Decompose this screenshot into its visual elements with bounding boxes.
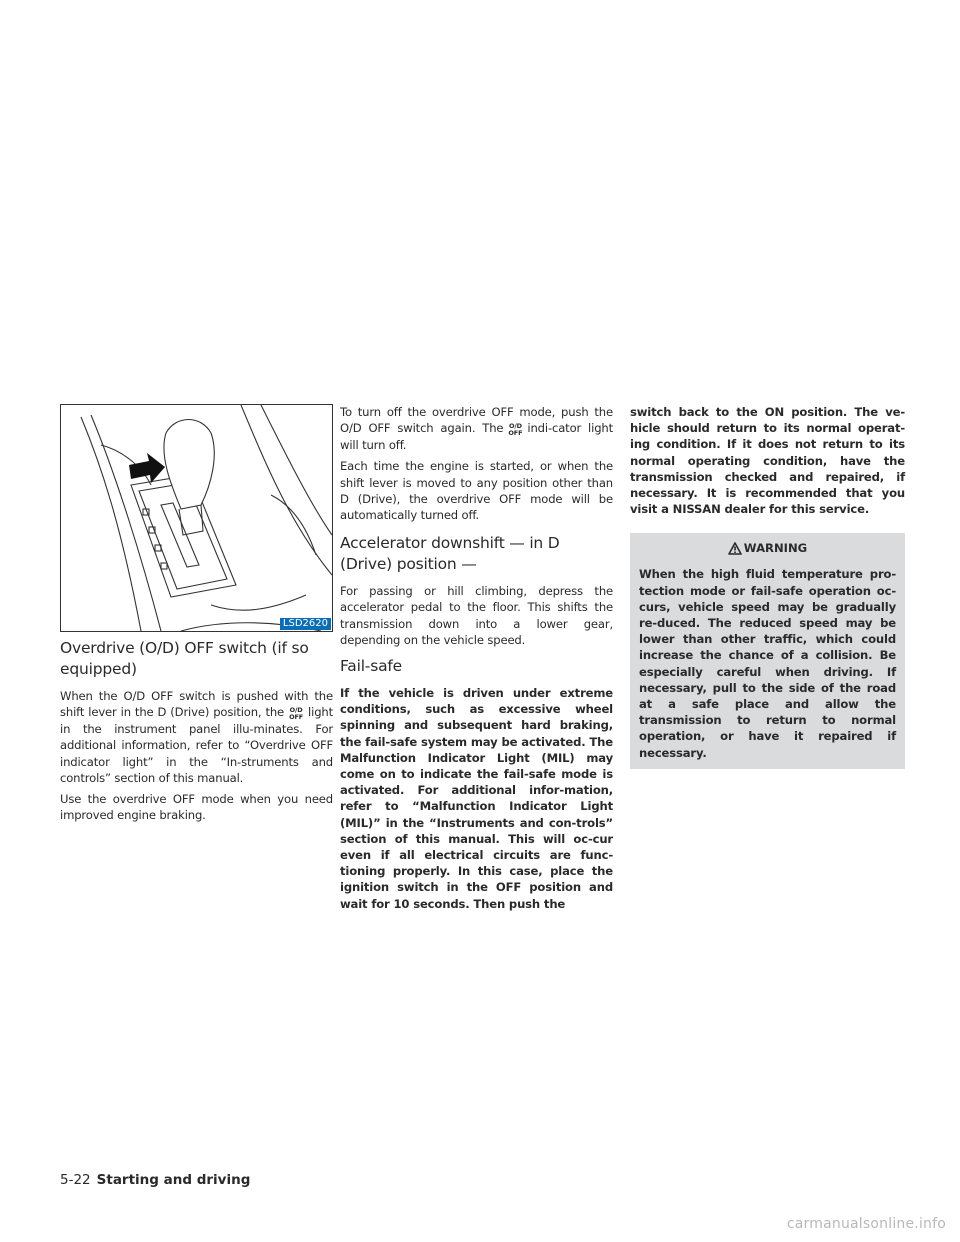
warning-triangle-icon [728, 542, 742, 560]
page-footer [60, 1172, 250, 1188]
od-off-indicator-icon: O/D OFF [289, 706, 304, 722]
paragraph-failsafe: If the vehicle is driven under extreme conditions, such as excessive wheel spinning and subsequent hard braking, the fail-safe system may be activated. The Malfunction Indicator Light (MIL) may come on to indicate the fail-safe mode is activated. For additional infor-mation, refer to “Malfunction Indicator Light (MIL)” in the “Instruments and con-trols” section of this manual. This will oc-cur even if all electrical circuits are func-tioning properly. In this case, place the ignition switch in the OFF position and wait for 10 seconds. Then push the [340, 686, 613, 911]
section-heading-downshift: Accelerator downshift — in D (Drive) position — [340, 534, 560, 574]
shift-lever-drawing [61, 405, 332, 631]
warning-text: When the high fluid temperature pro-tection mode or fail-safe operation oc-curs, vehicle speed may be gradually re-duced. The reduced speed may be lower than other traffic, which could increase the chance of a collision. Be especially careful when driving. If necessary, pull to the side of the road at a safe place and allow the transmission to return to normal operation, or have it repaired if necessary. [639, 567, 896, 760]
figure-code-label: LSD2620 [280, 618, 331, 630]
paragraph-text: When the O/D OFF switch is pushed with the shift lever in the D (Drive) position, the [60, 689, 333, 720]
watermark: carmanualsonline.info [786, 1216, 946, 1232]
page-number: 5-22 [60, 1172, 91, 1188]
section-heading-overdrive: Overdrive (O/D) OFF switch (if so equipped) [60, 639, 309, 678]
paragraph-failsafe-continued: switch back to the ON position. The ve-hicle should return to its normal operat-ing condition. If it does not return to its normal operating condition, have the transmission checked and repaired, if necessary. It is recommended that you visit a NISSAN dealer for this service. [630, 405, 905, 517]
warning-box [630, 533, 905, 768]
paragraph-overdrive-1 [60, 688, 333, 786]
column-1 [60, 404, 333, 828]
paragraph-downshift: For passing or hill climbing, depress the accelerator pedal to the floor. This shifts the transmission down into a lower gear, depending on the vehicle speed. [340, 584, 613, 647]
warning-heading: WARNING [639, 539, 896, 560]
section-name: Starting and driving [96, 1172, 251, 1188]
paragraph-turn-off: To turn off the overdrive OFF mode, push the O/D OFF switch again. The O/D OFF indi-cator light will turn off. [340, 405, 614, 453]
paragraph-engine-start: Each time the engine is started, or when the shift lever is moved to any position other than D (Drive), the overdrive OFF mode will be automatically turned off. [340, 459, 613, 523]
paragraph-overdrive-2: Use the overdrive OFF mode when you need improved engine braking. [60, 792, 333, 823]
section-heading-failsafe: Fail-safe [340, 657, 402, 676]
paragraph-text: light in the instrument panel illu-minates. For additional information, refer to “Overdrive OFF indicator light” in the “In-struments and controls” section of this manual. [60, 705, 333, 785]
column-2 [340, 404, 613, 917]
shift-lever-illustration [60, 404, 333, 632]
column-3 [630, 404, 905, 769]
od-off-indicator-icon: O/D OFF [508, 422, 523, 438]
